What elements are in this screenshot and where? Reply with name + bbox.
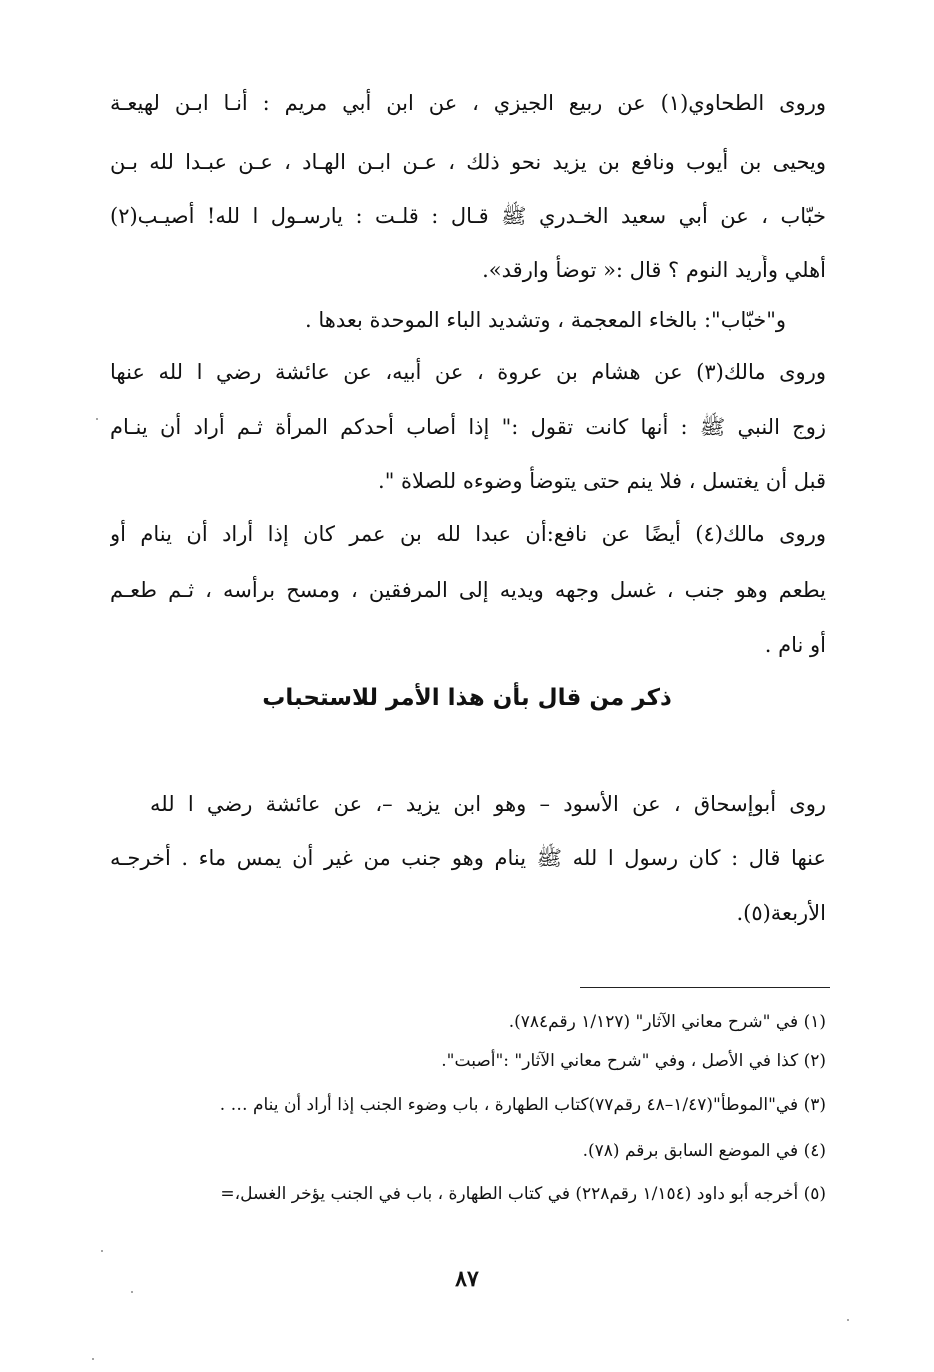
body-line-11: أو نام . [764, 633, 826, 657]
body-line-5: و"خبّاب": بالخاء المعجمة ، وتشديد الباء الموحدة بعدها . [305, 308, 786, 332]
body-line-9: وروى مالك(٤) أيضًا عن نافع:أن عبدا لله بن عمر كان إذا أراد أن ينام أو [110, 522, 826, 546]
body2-line-3: الأربعة(٥). [736, 901, 826, 925]
body-line-6: وروى مالك(٣) عن هشام بن عروة ، عن أبيه، عن عائشة رضي ا لله عنها [110, 360, 826, 384]
body-line-4: أهلي وأُريد النوم ؟ قال :« توضأ وارقد». [482, 258, 826, 282]
scan-speck [92, 1358, 94, 1360]
footnote-2: (٢) كذا في الأصل ، وفي "شرح معاني الآثار" :"أصبت". [441, 1051, 826, 1071]
body-line-1: وروى الطحاوي(١) عن ربيع الجيزي ، عن ابن أبي مريم : أنـا ابـن لهيعـة [110, 91, 826, 115]
footnote-4: (٤) في الموضع السابق برقم (٧٨). [582, 1141, 826, 1161]
body-line-2: ويحيى بن أيوب ونافع بن يزيد نحو ذلك ، عـن ابـن الهـاد ، عـن عبـدا لله بـن [110, 150, 826, 174]
body2-line-1: روى أبوإسحاق ، عن الأسود – وهو ابن يزيد –، عن عائشة رضي ا لله [150, 792, 826, 816]
footnote-1: (١) في "شرح معاني الآثار" (١/١٢٧ رقم٧٨٤). [508, 1012, 826, 1032]
body-line-7: زوج النبي ﷺ : أنها كانت تقول :" إذا أصاب أحدكم المرأة ثـم أراد أن ينـام [110, 415, 826, 439]
scan-speck [847, 1319, 849, 1321]
scan-speck [96, 418, 98, 420]
body2-line-2: عنها قال : كان رسول ا لله ﷺ ينام وهو جنب من غير أن يمس ماء . أخرجـه [110, 846, 826, 870]
scan-speck [101, 1250, 103, 1252]
footnote-divider [580, 987, 830, 988]
page-number: ٨٧ [455, 1266, 479, 1292]
footnote-3: (٣) في"الموطأ"(١/٤٧–٤٨ رقم٧٧)كتاب الطهارة ، باب وضوء الجنب إذا أراد أن ينام … . [219, 1095, 826, 1115]
footnote-5: (٥) أخرجه أبو داود (١/١٥٤ رقم٢٢٨) في كتاب الطهارة ، باب في الجنب يؤخر الغسل،= [220, 1184, 826, 1204]
body-line-3: خبّاب ، عن أبي سعيد الخـدري ﷺ قـال : قلـت : يارسـول ا لله! أصيـب(٢) [110, 204, 826, 228]
body-line-10: يطعم وهو جنب ، غسل وجهه ويديه إلى المرفقين ، ومسح برأسه ، ثـم طعـم [110, 578, 826, 602]
body-line-8: قبل أن يغتسل ، فلا ينم حتى يتوضأ وضوءه للصلاة ". [378, 469, 826, 493]
scan-speck [131, 1291, 133, 1293]
section-heading: ذكر من قال بأن هذا الأمر للاستحباب [262, 685, 672, 711]
